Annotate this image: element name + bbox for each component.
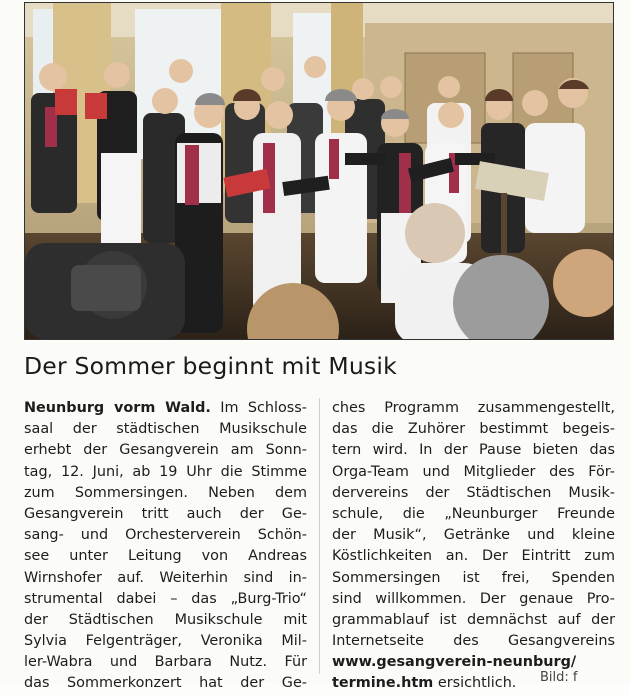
body-line: der Musik“, Getränke und kleine <box>332 527 615 544</box>
body-line: der Städtischen Musikschule mit <box>24 611 307 628</box>
body-line: zum Sommersingen. Neben dem <box>24 484 307 501</box>
choir-photo <box>24 2 614 340</box>
website-url: termine.htm <box>332 675 434 692</box>
body-line: Internetseite des Gesangvereins <box>332 633 615 650</box>
left-column <box>24 398 307 695</box>
body-line: see unter Leitung von Andreas <box>24 548 307 565</box>
website-url: www.gesangverein-neunburg/ <box>332 654 577 671</box>
body-line: das Sommerkonzert hat der Ge- <box>24 675 307 692</box>
body-line: Orga-Team und Mitglieder des För- <box>332 463 615 480</box>
body-line: Gesangverein tritt auch der Ge- <box>24 505 307 522</box>
body-line: das die Zuhörer bestimmt begeis- <box>332 421 615 438</box>
body-line: schule, die „Neunburger Freunde <box>332 505 615 522</box>
choir-photo-graphic <box>25 3 613 339</box>
article-body <box>24 398 615 692</box>
body-line: sind willkommen. Der genaue Pro- <box>332 590 615 607</box>
body-line: termine.htm ersichtlich. <box>332 675 517 692</box>
body-line: ches Programm zusammengestellt, <box>332 400 615 416</box>
body-line: strumental dabei – das „Burg-Trio“ <box>24 590 307 607</box>
body-line: sang- und Orchesterverein Schön- <box>24 527 307 544</box>
photo-credit-fragment: Bild: f <box>540 670 578 685</box>
body-line: Sommersingen ist frei, Spenden <box>332 569 615 586</box>
body-line: grammablauf ist demnächst auf der <box>332 611 615 628</box>
body-line: Köstlichkeiten an. Der Eintritt zum <box>332 548 615 565</box>
dateline: Neunburg vorm Wald. <box>24 400 211 416</box>
body-line: erhebt der Gesangverein am Sonn- <box>24 442 307 459</box>
body-line: saal der städtischen Musikschule <box>24 421 307 438</box>
body-line: ler-Wabra und Barbara Nutz. Für <box>24 654 307 671</box>
right-column <box>332 398 615 695</box>
article-headline: Der Sommer beginnt mit Musik <box>24 352 397 380</box>
body-line: Wirnshofer auf. Weiterhin sind in- <box>24 569 307 586</box>
body-line: tern wird. In der Pause bieten das <box>332 442 615 459</box>
body-line: tag, 12. Juni, ab 19 Uhr die Stimme <box>24 463 307 480</box>
body-line: Sylvia Felgenträger, Veronika Mil- <box>24 633 307 650</box>
body-line: Neunburg vorm Wald. Im Schloss- <box>24 400 307 416</box>
body-line: dervereins der Städtischen Musik- <box>332 484 615 501</box>
